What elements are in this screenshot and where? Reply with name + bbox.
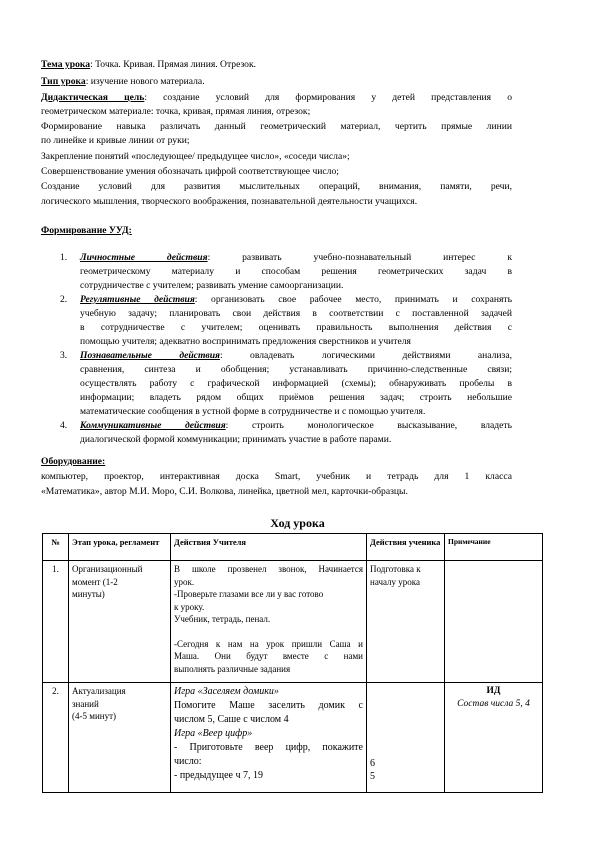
row-note — [445, 561, 543, 683]
type-text: : изучение нового материала. — [85, 76, 205, 87]
type-label: Тип урока — [41, 76, 86, 87]
uud-item-line: : овладевать логическими действиями анализа, — [219, 350, 512, 361]
student-answer: 6 — [370, 758, 375, 769]
skill-line-2: по линейке и кривые линии от руки; — [41, 135, 190, 146]
uud-item-line: помощью учителя; адекватно воспринимать предложения сверстников и учителя — [80, 336, 411, 347]
teacher-line: число: — [174, 756, 202, 767]
game-title: Игра «Заселяем домики» — [174, 686, 279, 697]
header-student: Действия ученика — [367, 534, 445, 561]
uud-item-line: в сотрудничестве с учителем; оценивать правильность выполнения действия с — [80, 322, 512, 333]
uud-item-label: Коммуникативные действия — [80, 420, 226, 431]
teacher-line: -Сегодня к нам на урок пришли Саша и — [174, 638, 363, 649]
row-note — [445, 683, 543, 793]
teacher-line: урок. — [174, 576, 195, 587]
header-teacher: Действия Учителя — [171, 534, 367, 561]
header-stage: Этап урока, регламент — [69, 534, 171, 561]
uud-item-line: сравнения, синтеза и обобщения; устанавливать причинно-следственные связи; — [80, 364, 512, 375]
goal-text: : создание условий для формирования у детей представления о — [144, 92, 512, 103]
teacher-line: к уроку. — [174, 601, 205, 612]
uud-item-line: : организовать свое рабочее место, принимать и сохранять — [194, 294, 512, 305]
row-number: 1. — [43, 561, 69, 683]
row-student — [367, 683, 445, 793]
uud-item-number: 4. — [60, 420, 68, 431]
type-line — [41, 75, 205, 89]
development-line-2: логического мышления, творческого воображения, познавательной деятельности учащихся. — [41, 196, 418, 207]
lesson-table — [42, 533, 543, 793]
uud-item-line: : развивать учебно-познавательный интерес к — [207, 252, 512, 263]
uud-list — [60, 251, 512, 451]
row-student — [367, 561, 445, 683]
header-num: № — [43, 534, 69, 561]
teacher-line: выполнять различные задания — [174, 663, 291, 674]
uud-item-line: диалогической формой коммуникации; принимать участие в работе парами. — [80, 434, 392, 445]
uud-item-number: 2. — [60, 294, 68, 305]
teacher-line: Помогите Маше заселить домик с — [174, 700, 363, 711]
teacher-line: -Проверьте глазами все ли у вас готово — [174, 589, 324, 599]
lesson-info — [41, 58, 512, 238]
table-row — [43, 683, 543, 793]
uud-item-label: Регулятивные действия — [80, 294, 195, 305]
topic-label: Тема урока — [41, 59, 91, 70]
row-teacher — [171, 683, 367, 793]
uud-item-line: осуществлять работу с графической информацией (схемы); обнаруживать пробелы в — [80, 378, 512, 389]
skill-line: Формирование навыка различать данный геометрический материал, чертить прямые линии — [41, 121, 512, 132]
equipment-line: компьютер, проектор, интерактивная доска Smart, учебник и тетрадь для 1 класса — [41, 471, 512, 482]
equipment-line-2: «Математика», автор М.И. Моро, С.И. Волкова, линейка, цветной мел, карточки-образцы. — [41, 486, 408, 497]
stage-line: Организационный — [72, 564, 143, 574]
teacher-line: В школе прозвенел звонок, Начинается — [174, 564, 363, 574]
uud-item-line: учебную задачу; планировать свои действия в соответствии с поставленной задачей — [80, 308, 512, 319]
row-stage — [69, 683, 171, 793]
lesson-title: Ход урока — [270, 516, 325, 530]
student-line: началу урока — [370, 576, 421, 587]
header-note: Примечание — [445, 534, 543, 561]
topic-text: : Точка. Кривая. Прямая линия. Отрезок. — [90, 59, 257, 70]
stage-line: момент (1-2 — [72, 576, 118, 587]
stage-line: Актуализация — [72, 686, 126, 696]
improvement-line: Совершенствование умения обозначать цифрой соответствующее число; — [41, 166, 339, 177]
uud-heading: Формирование УУД: — [41, 225, 132, 236]
concept-line: Закрепление понятий «последующее/ предыдущее число», «соседи числа»; — [41, 151, 350, 162]
stage-line: (4-5 минут) — [72, 711, 117, 721]
goal-line-2: геометрическом материале: точка, кривая, прямая линия, отрезок; — [41, 106, 311, 117]
uud-item-line: информации; владеть рядом общих приёмов решения задач; строить небольшие — [80, 392, 512, 403]
equipment-block — [41, 455, 512, 505]
game-title: Игра «Веер цифр» — [174, 728, 253, 739]
stage-line: знаний — [72, 698, 99, 709]
table-row — [43, 561, 543, 683]
teacher-spacer — [174, 626, 363, 638]
stage-line: минуты) — [72, 589, 105, 599]
teacher-line: - Приготовьте веер цифр, покажите — [174, 742, 363, 753]
equipment-heading: Оборудование: — [41, 456, 106, 467]
uud-item-line: сотрудничестве с учителем; развивать умение самоорганизации. — [80, 280, 344, 291]
goal-line — [41, 91, 512, 105]
development-line: Создание условий для развития мыслительных операций, внимания, памяти, речи, — [41, 181, 512, 192]
goal-label: Дидактическая цель — [41, 92, 145, 103]
uud-item-number: 1. — [60, 252, 68, 263]
row-stage — [69, 561, 171, 683]
teacher-line: - предыдущее ч 7, 19 — [174, 770, 263, 781]
row-teacher — [171, 561, 367, 683]
uud-item-label: Познавательные действия — [80, 350, 220, 361]
uud-item-line: геометрическому материалу и способам решения геометрических задач в — [80, 266, 512, 277]
uud-item-label: Личностные действия — [80, 252, 208, 263]
uud-item-line: : строить монологическое высказывание, владеть — [225, 420, 512, 431]
uud-heading-block — [41, 224, 512, 238]
student-line: Подготовка к — [370, 564, 421, 574]
teacher-line: числом 5, Саше с числом 4 — [174, 714, 289, 725]
note-code: ИД — [486, 686, 501, 696]
table-header-row — [43, 534, 543, 561]
student-answer: 5 — [370, 771, 375, 782]
uud-item-number: 3. — [60, 350, 68, 361]
note-text: Состав числа 5, 4 — [457, 698, 530, 709]
topic-line — [41, 58, 256, 72]
row-number: 2. — [43, 683, 69, 793]
teacher-line: Маша. Они будут вместе с нами — [174, 651, 363, 661]
teacher-line: Учебник, тетрадь, пенал. — [174, 614, 271, 624]
uud-item-line: математические сообщения в устной форме в сотрудничестве и с помощью учителя. — [80, 406, 426, 417]
